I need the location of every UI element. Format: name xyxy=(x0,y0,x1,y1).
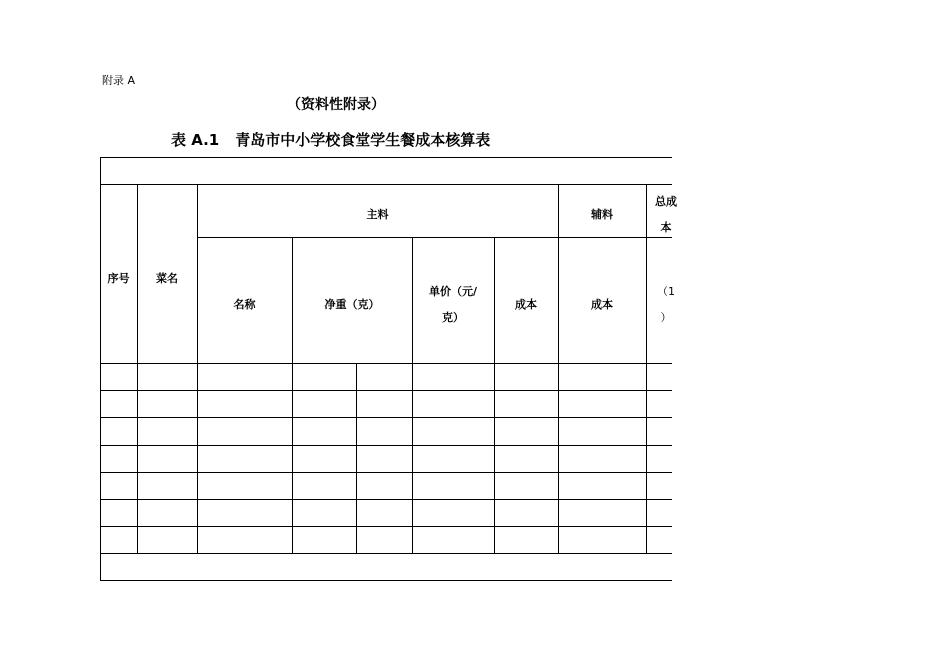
table-rule xyxy=(100,363,672,364)
table-rule xyxy=(137,184,138,554)
header-total-unit-line1: （1 xyxy=(657,285,675,298)
table-rule xyxy=(292,237,293,554)
table-rule xyxy=(100,526,672,527)
table-rule xyxy=(197,184,198,554)
table-number: 表 A.1 xyxy=(171,131,220,149)
header-main-cost: 成本 xyxy=(515,298,537,311)
header-serial: 序号 xyxy=(107,272,130,285)
header-name: 名称 xyxy=(233,298,256,311)
table-rule xyxy=(197,237,672,238)
table-border-left xyxy=(100,157,101,581)
header-total-cost-line1: 总成 xyxy=(655,195,677,208)
table-rule xyxy=(356,363,357,554)
table-title xyxy=(171,129,490,150)
table-rule xyxy=(100,417,672,418)
header-total-cost-line2: 本 xyxy=(660,221,672,234)
table-rule xyxy=(100,499,672,500)
table-rule xyxy=(100,390,672,391)
header-main-material: 主料 xyxy=(366,208,389,221)
table-rule xyxy=(494,237,495,554)
table-rule xyxy=(100,553,672,554)
table-border-top xyxy=(100,157,672,158)
table-rule xyxy=(558,184,559,554)
appendix-label: 附录 A xyxy=(102,74,136,87)
header-net-weight: 净重（克） xyxy=(324,298,380,311)
table-rule xyxy=(100,472,672,473)
header-dish-name: 菜名 xyxy=(156,272,178,285)
table-rule xyxy=(100,445,672,446)
table-border-bottom xyxy=(100,580,672,581)
header-aux-cost: 成本 xyxy=(591,298,613,311)
cost-table xyxy=(100,157,677,581)
appendix-subtitle: （资料性附录） xyxy=(287,97,385,113)
table-title-text: 青岛市中小学校食堂学生餐成本核算表 xyxy=(235,131,491,149)
header-unit-price-line2: 克） xyxy=(442,311,464,324)
header-total-unit-line2: ） xyxy=(660,311,672,324)
header-unit-price-line1: 单价（元/ xyxy=(428,285,478,298)
table-rule xyxy=(100,184,672,185)
header-auxiliary: 辅料 xyxy=(591,208,613,221)
